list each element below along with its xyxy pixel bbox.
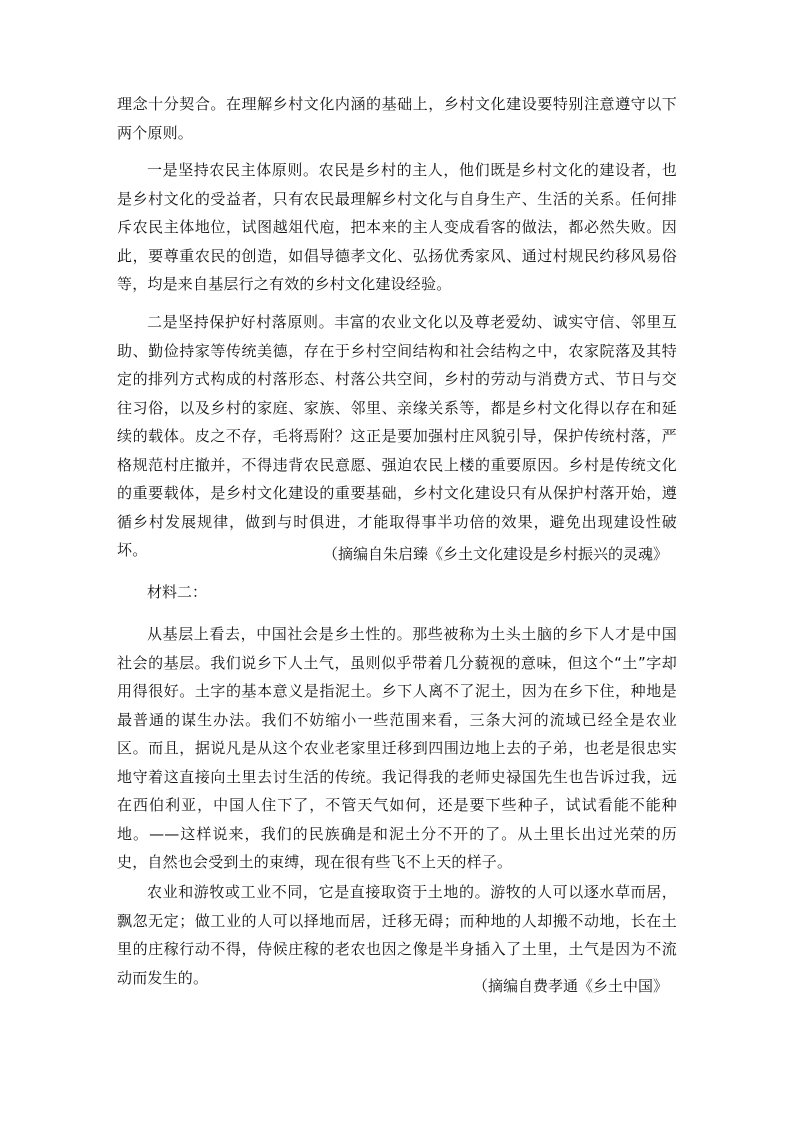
source-citation-material-two: （摘编自费孝通《乡土中国》 — [472, 977, 668, 995]
section-heading-material-two: 材料二： — [147, 583, 208, 601]
paragraph-principle-one: 一是坚持农民主体原则。农民是乡村的主人，他们既是乡村文化的建设者，也是乡村文化的受益者，只有农民最理解乡村文化与自身生产、生活的关系。任何排斥农民主体地位，试图越俎代庖，把本来的主人变成看客的做法，都必然失败。因此，要尊重农民的创造，如倡导德孝文化、弘扬优秀家风、通过村规民约移风易俗等，均是来自基层行之有效的乡村文化建设经验。 — [117, 161, 677, 293]
paragraph-intro-continuation: 理念十分契合。在理解乡村文化内涵的基础上，乡村文化建设要特别注意遵守以下两个原则。 — [117, 95, 677, 142]
paragraph-rural-society: 从基层上看去，中国社会是乡土性的。那些被称为土头土脑的乡下人才是中国社会的基层。我们说乡下人土气，虽则似乎带着几分藐视的意味，但这个“土”字却用得很好。土字的基本意义是指泥土。乡下人离不了泥土，因为在乡下住，种地是最普通的谋生办法。我们不妨缩小一些范围来看，三条大河的流域已经全是农业区。而且，据说凡是从这个农业老家里迁移到四围边地上去的子弟，也老是很忠实地守着这直接向土里去讨生活的传统。我记得我的老师史禄国先生也告诉过我，远在西伯利亚，中国人住下了，不管天气如何，还是要下些种子，试试看能不能种地。——这样说来，我们的民族确是和泥土分不开的了。从土里长出过光荣的历史，自然也会受到土的束缚，现在很有些飞不上天的样子。 — [117, 625, 677, 871]
paragraph-agriculture: 农业和游牧或工业不同，它是直接取资于土地的。游牧的人可以逐水草而居，飘忽无定；做工业的人可以择地而居，迁移无碍；而种地的人却搬不动地，长在土里的庄稼行动不得，侍候庄稼的老农也因之像是半身插入了土里，土气是因为不流动而发生的。 — [117, 883, 677, 987]
paragraph-principle-two: 二是坚持保护好村落原则。丰富的农业文化以及尊老爱幼、诚实守信、邻里互助、勤俭持家等传统美德，存在于乡村空间结构和社会结构之中，农家院落及其特定的排列方式构成的村落形态、村落公共空间，乡村的劳动与消费方式、节日与交往习俗，以及乡村的家庭、家族、邻里、亲缘关系等，都是乡村文化得以存在和延续的载体。皮之不存，毛将焉附？这正是要加强村庄风貌引导，保护传统村落，严格规范村庄撤并，不得违背农民意愿、强迫农民上楼的重要原因。乡村是传统文化的重要载体，是乡村文化建设的重要基础，乡村文化建设只有从保护村落开始，遵循乡村发展规律，做到与时俱进，才能取得事半功倍的效果，避免出现建设性破坏。 — [117, 313, 677, 559]
source-citation-material-one: （摘编自朱启臻《乡土文化建设是乡村振兴的灵魂》 — [322, 545, 668, 563]
